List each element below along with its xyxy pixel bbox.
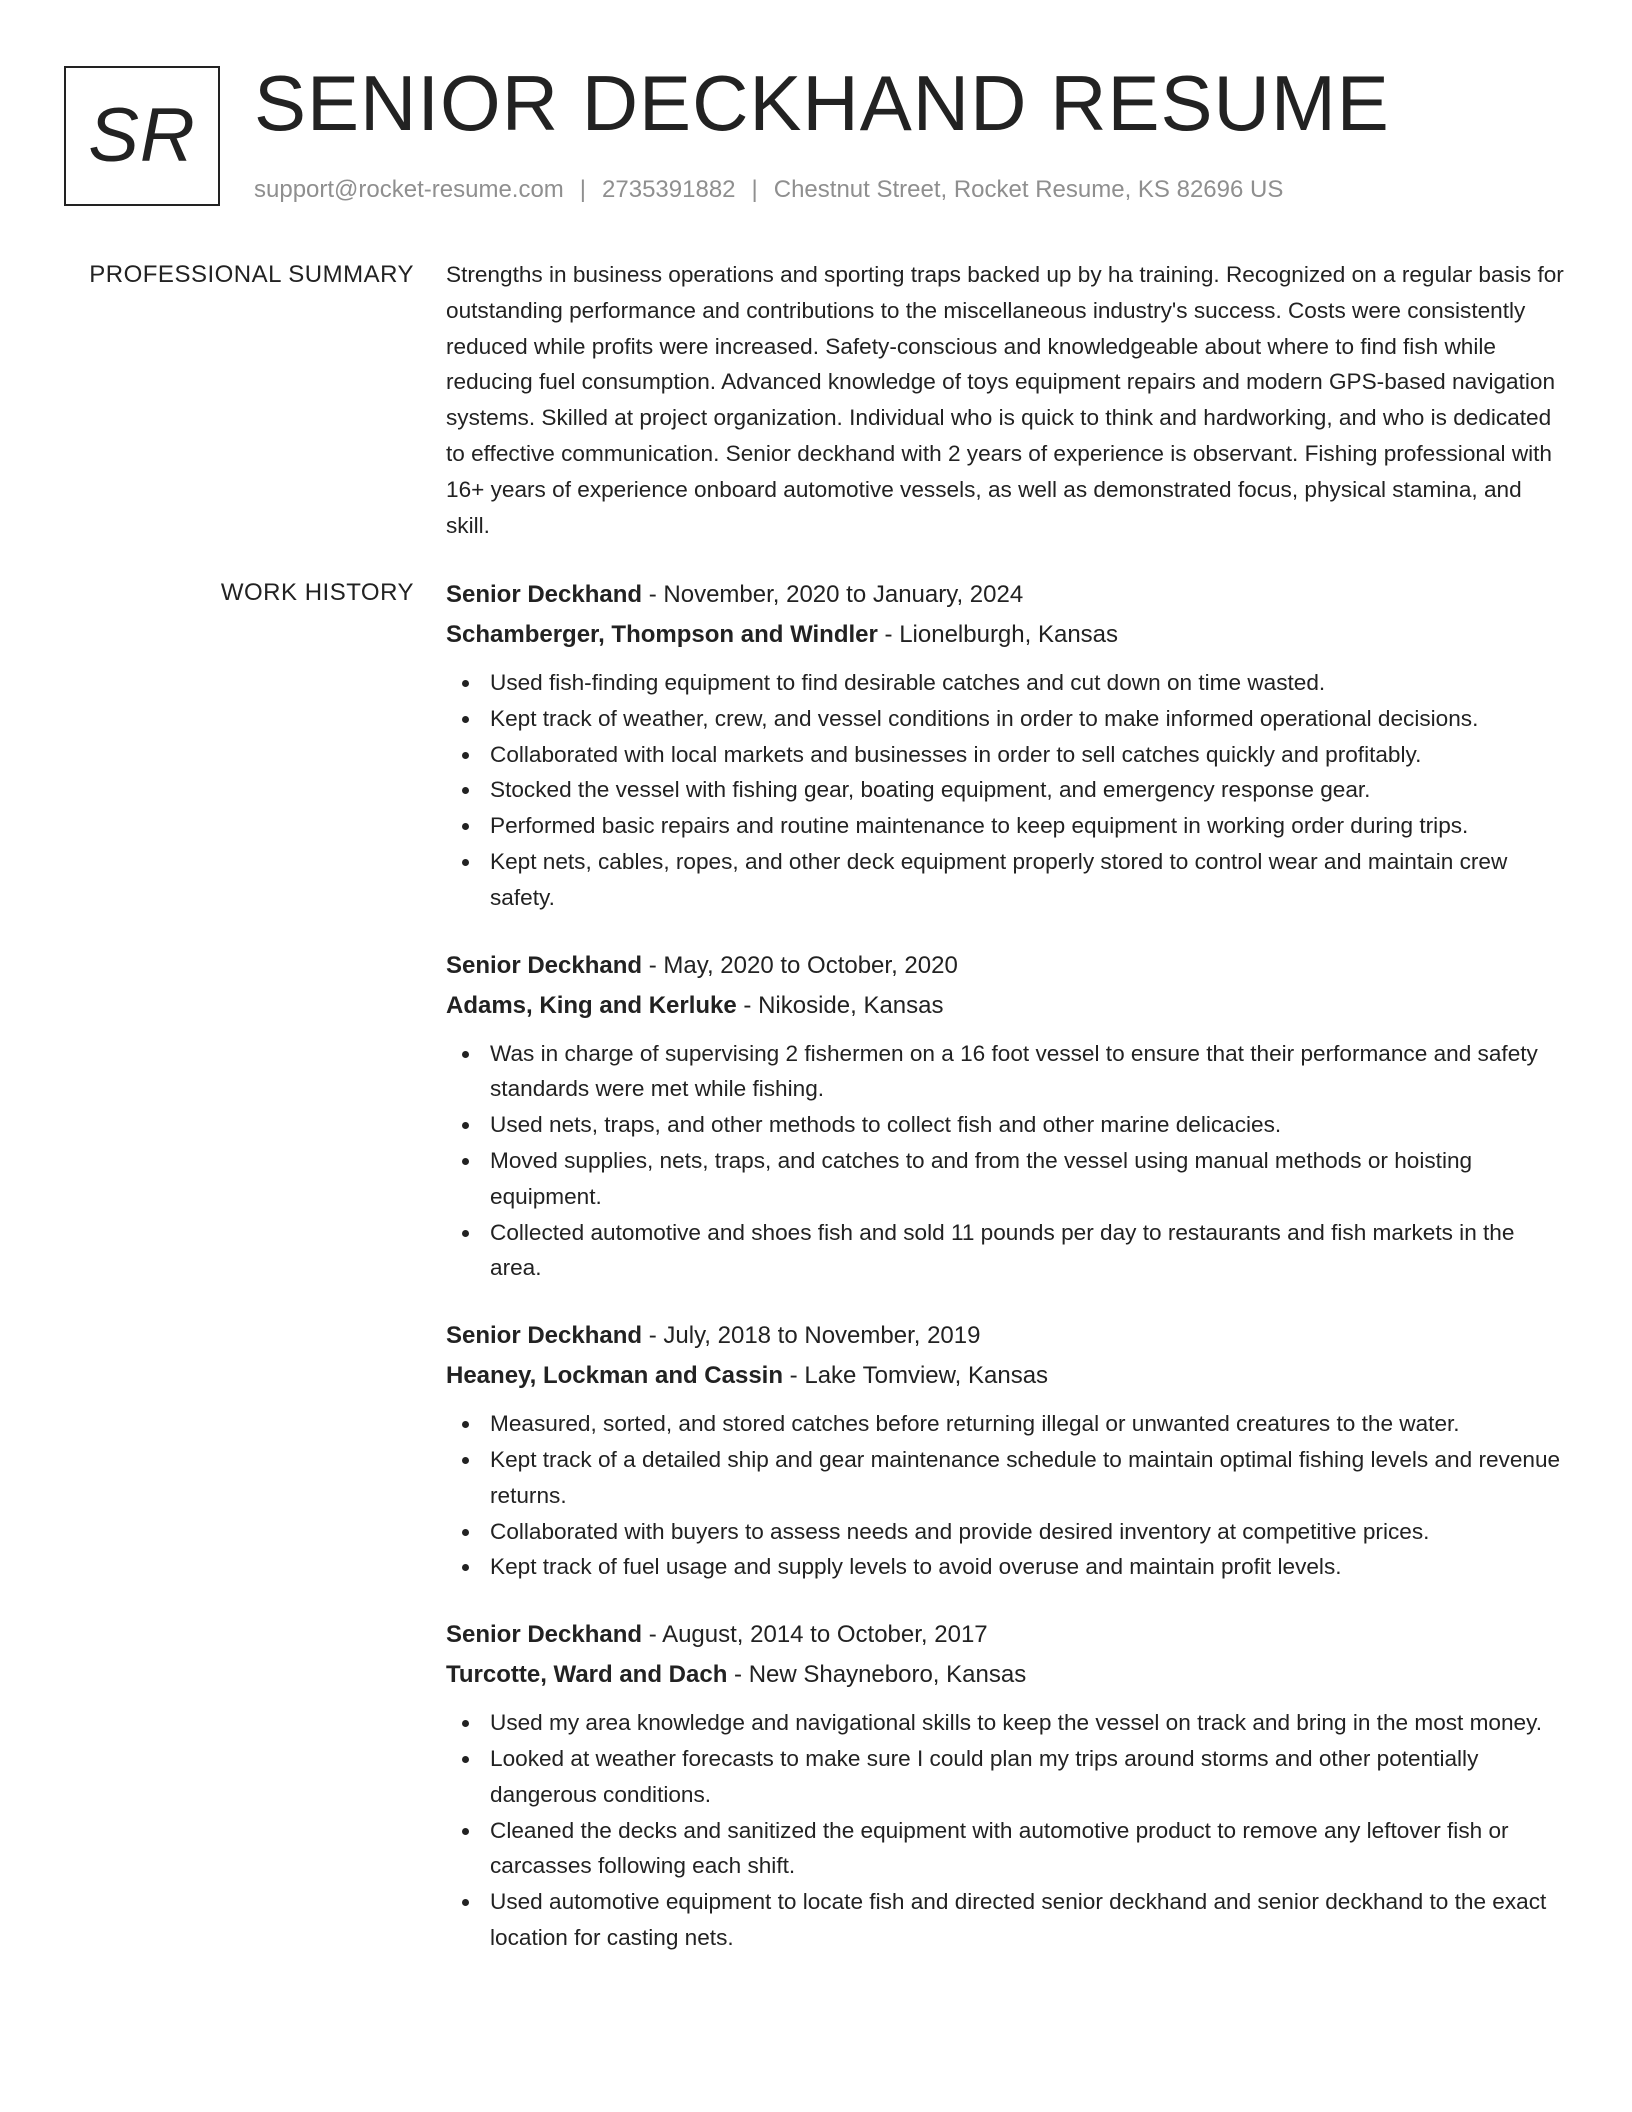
job-bullet: Collected automotive and shoes fish and sold 11 pounds per day to restaurants and fish markets in the area. xyxy=(446,1215,1566,1287)
job-title-line xyxy=(446,1615,1566,1655)
job-location: - Nikoside, Kansas xyxy=(736,991,944,1019)
job-bullet: Moved supplies, nets, traps, and catches to and from the vessel using manual methods or hoisting equipment. xyxy=(446,1143,1566,1215)
contact-separator: | xyxy=(579,176,587,203)
job-company: Schamberger, Thompson and Windler xyxy=(446,621,878,648)
job-bullets xyxy=(446,1406,1566,1585)
work-history-heading: WORK HISTORY xyxy=(220,579,414,606)
contact-email[interactable]: support@rocket-resume.com xyxy=(254,176,564,203)
monogram-badge xyxy=(64,66,220,206)
job-bullet: Used nets, traps, and other methods to collect fish and other marine delicacies. xyxy=(446,1107,1566,1143)
job-title-line xyxy=(446,575,1566,615)
job-bullet: Looked at weather forecasts to make sure I could plan my trips around storms and other potentially dangerous conditions. xyxy=(446,1741,1566,1813)
job-dates: - July, 2018 to November, 2019 xyxy=(642,1322,981,1350)
job-company: Turcotte, Ward and Dach xyxy=(446,1661,728,1689)
job-company-line xyxy=(446,986,1566,1026)
job-title: Senior Deckhand xyxy=(446,1621,643,1649)
job-bullet: Kept nets, cables, ropes, and other deck equipment properly stored to control wear and maintain crew safety. xyxy=(446,844,1566,916)
job-company-line xyxy=(446,1655,1566,1695)
summary-body xyxy=(446,257,1566,543)
job-bullet: Kept track of fuel usage and supply levels to avoid overuse and maintain profit levels. xyxy=(446,1549,1566,1585)
job-bullet: Kept track of a detailed ship and gear maintenance schedule to maintain optimal fishing levels and revenue returns. xyxy=(446,1442,1566,1514)
summary-text: Strengths in business operations and sporting traps backed up by ha training. Recognized on a regular basis for outstanding performance and contributions to the miscellaneous industry's success. Costs were consistently reduced while profits were increased. Safety-conscious and knowledgeable about where to find fish while reducing fuel consumption. Advanced knowledge of toys equipment repairs and modern GPS-based navigation systems. Skilled at project organization. Individual who is quick to think and hardworking, and who is dedicated to effective communication. Senior deckhand with 2 years of experience is observant. Fishing professional with 16+ years of experience onboard automotive vessels, as well as demonstrated focus, physical stamina, and skill. xyxy=(446,262,1564,538)
job-bullet: Measured, sorted, and stored catches before returning illegal or unwanted creatures to the water. xyxy=(446,1406,1566,1442)
job-bullet: Kept track of weather, crew, and vessel conditions in order to make informed operational decisions. xyxy=(446,701,1566,737)
monogram-initials: SR xyxy=(88,93,196,178)
contact-phone[interactable]: 2735391882 xyxy=(602,176,736,203)
job-entry xyxy=(446,575,1566,916)
job-company-line xyxy=(446,1356,1566,1396)
job-bullet: Used automotive equipment to locate fish and directed senior deckhand and senior deckhand to the exact location for casting nets. xyxy=(446,1884,1566,1956)
job-dates: - May, 2020 to October, 2020 xyxy=(642,951,958,979)
summary-heading: PROFESSIONAL SUMMARY xyxy=(89,261,414,288)
job-title-line xyxy=(446,1316,1566,1356)
job-company: Adams, King and Kerluke xyxy=(446,991,737,1019)
job-bullet: Collaborated with buyers to assess needs and provide desired inventory at competitive prices. xyxy=(446,1514,1566,1550)
job-bullet: Cleaned the decks and sanitized the equipment with automotive product to remove any leftover fish or carcasses following each shift. xyxy=(446,1813,1566,1885)
job-title: Senior Deckhand xyxy=(446,951,643,979)
job-bullet: Stocked the vessel with fishing gear, boating equipment, and emergency response gear. xyxy=(446,772,1566,808)
job-bullets xyxy=(446,665,1566,916)
job-location: - Lionelburgh, Kansas xyxy=(877,621,1119,648)
job-title: Senior Deckhand xyxy=(446,1322,643,1350)
job-bullet: Collaborated with local markets and businesses in order to sell catches quickly and profitably. xyxy=(446,737,1566,773)
resume-title: SENIOR DECKHAND RESUME xyxy=(254,59,1390,147)
job-entry xyxy=(446,1316,1566,1585)
job-location: - Lake Tomview, Kansas xyxy=(783,1362,1049,1390)
contact-address: Chestnut Street, Rocket Resume, KS 82696 US xyxy=(773,176,1284,203)
job-location: - New Shayneboro, Kansas xyxy=(727,1661,1027,1689)
job-bullets xyxy=(446,1705,1566,1956)
job-bullet: Performed basic repairs and routine maintenance to keep equipment in working order during trips. xyxy=(446,808,1566,844)
job-dates: - November, 2020 to January, 2024 xyxy=(642,581,1024,608)
contact-line xyxy=(254,174,1283,206)
job-bullet: Used my area knowledge and navigational skills to keep the vessel on track and bring in the most money. xyxy=(446,1705,1566,1741)
job-bullet: Was in charge of supervising 2 fishermen on a 16 foot vessel to ensure that their performance and safety standards were met while fishing. xyxy=(446,1036,1566,1108)
job-title-line xyxy=(446,946,1566,986)
job-company-line xyxy=(446,615,1566,655)
job-company: Heaney, Lockman and Cassin xyxy=(446,1362,784,1390)
work-history-body xyxy=(446,575,1566,1986)
job-entry xyxy=(446,946,1566,1287)
contact-separator: | xyxy=(751,176,758,203)
job-bullets xyxy=(446,1036,1566,1287)
job-dates: - August, 2014 to October, 2017 xyxy=(642,1621,988,1649)
job-entry xyxy=(446,1615,1566,1956)
job-bullet: Used fish-finding equipment to find desirable catches and cut down on time wasted. xyxy=(446,665,1566,701)
job-title: Senior Deckhand xyxy=(446,581,643,608)
